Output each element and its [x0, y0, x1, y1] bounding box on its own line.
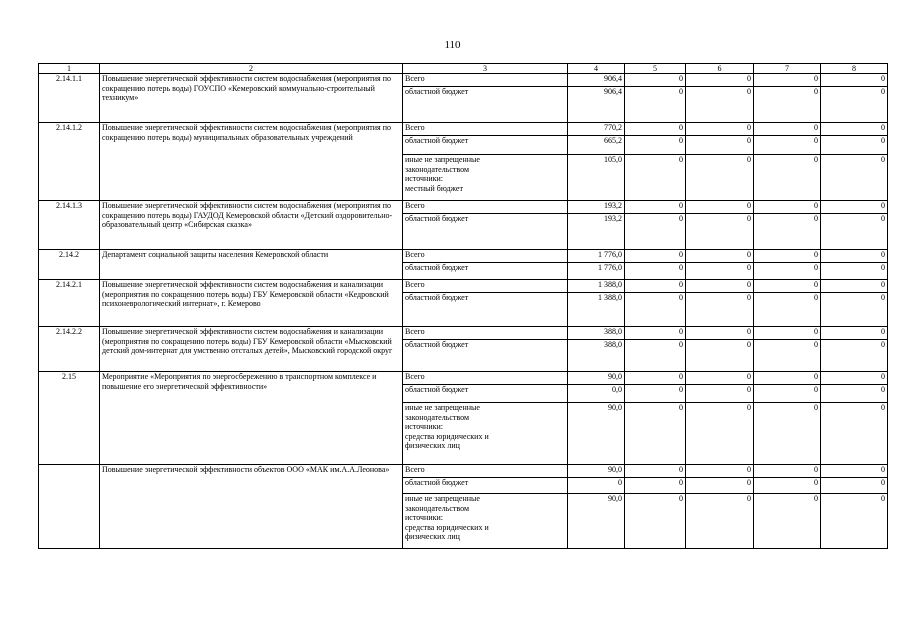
- funding-source: областной бюджет: [403, 340, 568, 372]
- entry-code: 2.14.2.2: [39, 327, 100, 372]
- amount-cell: 0: [754, 385, 821, 403]
- table-row: [39, 372, 888, 385]
- amount-cell: 105,0: [568, 155, 625, 201]
- table-row: [39, 201, 888, 214]
- funding-source-line: источники:: [405, 513, 443, 522]
- amount-cell: 0: [754, 123, 821, 136]
- amount-cell: 0: [625, 201, 686, 214]
- amount-cell: 0: [686, 372, 754, 385]
- amount-cell: 0: [821, 327, 888, 340]
- amount-cell: 0: [625, 403, 686, 465]
- column-number-row: [39, 64, 888, 74]
- amount-cell: 0: [625, 263, 686, 280]
- amount-cell: 0: [821, 201, 888, 214]
- entry-code: 2.14.1.1: [39, 74, 100, 123]
- amount-cell: 0: [754, 340, 821, 372]
- funding-source-line: средства юридических и: [405, 431, 489, 441]
- amount-cell: 0: [821, 494, 888, 549]
- amount-cell: 0: [625, 327, 686, 340]
- funding-source: Всего: [403, 280, 568, 293]
- funding-source: областной бюджет: [403, 263, 568, 280]
- amount-cell: 0: [821, 250, 888, 263]
- funding-source: Всего: [403, 250, 568, 263]
- funding-source-line: законодательством: [405, 164, 470, 174]
- amount-cell: 0: [686, 403, 754, 465]
- entry-name: Мероприятие «Мероприятия по энергосбережению в транспортном комплексе и повышение его энергетической эффективности»: [100, 372, 403, 465]
- funding-source: областной бюджет: [403, 385, 568, 403]
- column-number: 1: [39, 64, 100, 74]
- amount-cell: 0: [754, 250, 821, 263]
- amount-cell: 0: [625, 280, 686, 293]
- amount-cell: 0: [821, 263, 888, 280]
- amount-cell: 0: [625, 478, 686, 494]
- amount-cell: 90,0: [568, 494, 625, 549]
- amount-cell: 0: [568, 478, 625, 494]
- funding-source-line: источники:: [405, 174, 443, 183]
- funding-source: Всего: [403, 327, 568, 340]
- amount-cell: 0: [686, 327, 754, 340]
- page-number: 110: [444, 39, 461, 51]
- amount-cell: 0: [686, 280, 754, 293]
- entry-code: 2.14.1.2: [39, 123, 100, 201]
- amount-cell: 0,0: [568, 385, 625, 403]
- amount-cell: 0: [821, 478, 888, 494]
- funding-source: Всего: [403, 74, 568, 87]
- amount-cell: 0: [686, 74, 754, 87]
- amount-cell: 0: [754, 293, 821, 327]
- amount-cell: 0: [686, 250, 754, 263]
- amount-cell: 0: [686, 87, 754, 123]
- entry-code: 2.15: [39, 372, 100, 465]
- amount-cell: 1 388,0: [568, 280, 625, 293]
- amount-cell: 0: [754, 478, 821, 494]
- funding-source: [403, 155, 568, 201]
- funding-source: областной бюджет: [403, 478, 568, 494]
- entry-code: 2.14.2: [39, 250, 100, 280]
- amount-cell: 0: [686, 293, 754, 327]
- entry-code: 2.14.2.1: [39, 280, 100, 327]
- amount-cell: 0: [754, 201, 821, 214]
- amount-cell: 0: [754, 280, 821, 293]
- column-number: 8: [821, 64, 888, 74]
- amount-cell: 0: [625, 293, 686, 327]
- funding-source: [403, 403, 568, 465]
- funding-source-line: иные не запрещенные: [405, 403, 480, 412]
- amount-cell: 906,4: [568, 87, 625, 123]
- amount-cell: 0: [754, 136, 821, 155]
- amount-cell: 0: [686, 494, 754, 549]
- amount-cell: 770,2: [568, 123, 625, 136]
- entry-code: 2.14.1.3: [39, 201, 100, 250]
- amount-cell: 0: [625, 465, 686, 478]
- amount-cell: 388,0: [568, 327, 625, 340]
- amount-cell: 90,0: [568, 465, 625, 478]
- table-row: [39, 280, 888, 293]
- funding-source-line: законодательством: [405, 503, 470, 513]
- funding-source-line: иные не запрещенные: [405, 155, 480, 164]
- column-number: 4: [568, 64, 625, 74]
- funding-source-line: физических лиц: [405, 441, 460, 450]
- table-row: [39, 123, 888, 136]
- amount-cell: 193,2: [568, 201, 625, 214]
- amount-cell: 0: [625, 494, 686, 549]
- amount-cell: 0: [625, 74, 686, 87]
- amount-cell: 1 776,0: [568, 250, 625, 263]
- amount-cell: 0: [754, 74, 821, 87]
- amount-cell: 0: [754, 494, 821, 549]
- amount-cell: 0: [754, 155, 821, 201]
- amount-cell: 0: [625, 214, 686, 250]
- amount-cell: 193,2: [568, 214, 625, 250]
- column-number: 7: [754, 64, 821, 74]
- entry-name: Повышение энергетической эффективности систем водоснабжения (мероприятия по сокращению потерь воды) ГАУДОД Кемеровской области «Детский оздоровительно-образовательный центр «Сибирская сказка»: [100, 201, 403, 250]
- funding-source: Всего: [403, 123, 568, 136]
- amount-cell: 0: [754, 403, 821, 465]
- amount-cell: 0: [686, 136, 754, 155]
- table-row: [39, 327, 888, 340]
- amount-cell: 0: [686, 214, 754, 250]
- entry-code: [39, 465, 100, 549]
- amount-cell: 0: [754, 327, 821, 340]
- amount-cell: 0: [821, 340, 888, 372]
- funding-source: Всего: [403, 372, 568, 385]
- funding-source: областной бюджет: [403, 293, 568, 327]
- amount-cell: 0: [821, 403, 888, 465]
- amount-cell: 0: [821, 74, 888, 87]
- funding-source-line: физических лиц: [405, 532, 460, 541]
- column-number: 6: [686, 64, 754, 74]
- amount-cell: 0: [821, 123, 888, 136]
- entry-name: Департамент социальной защиты населения Кемеровской области: [100, 250, 403, 280]
- funding-source-line: иные не запрещенные: [405, 494, 480, 503]
- amount-cell: 0: [625, 123, 686, 136]
- amount-cell: 90,0: [568, 403, 625, 465]
- funding-source: областной бюджет: [403, 136, 568, 155]
- program-budget-table: [38, 63, 888, 549]
- entry-name: Повышение энергетической эффективности систем водоснабжения (мероприятия по сокращению потерь воды) муниципальных образовательных учреждений: [100, 123, 403, 201]
- amount-cell: 0: [625, 372, 686, 385]
- column-number: 3: [403, 64, 568, 74]
- funding-source: Всего: [403, 201, 568, 214]
- amount-cell: 0: [686, 123, 754, 136]
- amount-cell: 0: [754, 214, 821, 250]
- amount-cell: 0: [821, 214, 888, 250]
- amount-cell: 0: [754, 87, 821, 123]
- amount-cell: 1 776,0: [568, 263, 625, 280]
- amount-cell: 0: [686, 385, 754, 403]
- amount-cell: 0: [625, 340, 686, 372]
- amount-cell: 0: [625, 136, 686, 155]
- amount-cell: 0: [625, 385, 686, 403]
- table-row: [39, 250, 888, 263]
- entry-name: Повышение энергетической эффективности систем водоснабжения и канализации (мероприятия по сокращению потерь воды) ГБУ Кемеровской области «Мысковский детский дом-интернат для умственно отсталых детей», Мысковский городской округ: [100, 327, 403, 372]
- funding-source-line: местный бюджет: [405, 183, 463, 193]
- amount-cell: 0: [625, 155, 686, 201]
- funding-source: областной бюджет: [403, 214, 568, 250]
- amount-cell: 0: [821, 87, 888, 123]
- amount-cell: 0: [686, 201, 754, 214]
- funding-source: областной бюджет: [403, 87, 568, 123]
- table-row: [39, 74, 888, 87]
- funding-source: [403, 494, 568, 549]
- funding-source-line: законодательством: [405, 412, 470, 422]
- amount-cell: 0: [754, 372, 821, 385]
- amount-cell: 0: [625, 250, 686, 263]
- amount-cell: 1 388,0: [568, 293, 625, 327]
- amount-cell: 388,0: [568, 340, 625, 372]
- funding-source-line: источники:: [405, 422, 443, 431]
- amount-cell: 0: [686, 478, 754, 494]
- funding-source-line: средства юридических и: [405, 522, 489, 532]
- amount-cell: 0: [754, 465, 821, 478]
- amount-cell: 90,0: [568, 372, 625, 385]
- amount-cell: 0: [686, 155, 754, 201]
- amount-cell: 0: [821, 385, 888, 403]
- amount-cell: 0: [821, 136, 888, 155]
- amount-cell: 0: [625, 87, 686, 123]
- amount-cell: 0: [686, 465, 754, 478]
- entry-name: Повышение энергетической эффективности систем водоснабжения и канализации (мероприятия по сокращению потерь воды) ГБУ Кемеровской области «Кедровский психоневрологический интернат», г. Кемерово: [100, 280, 403, 327]
- column-number: 5: [625, 64, 686, 74]
- amount-cell: 0: [686, 263, 754, 280]
- amount-cell: 0: [821, 372, 888, 385]
- amount-cell: 906,4: [568, 74, 625, 87]
- column-number: 2: [100, 64, 403, 74]
- funding-source: Всего: [403, 465, 568, 478]
- entry-name: Повышение энергетической эффективности объектов ООО «МАК им.А.А.Леонова»: [100, 465, 403, 549]
- amount-cell: 665,2: [568, 136, 625, 155]
- table-row: [39, 465, 888, 478]
- amount-cell: 0: [754, 263, 821, 280]
- amount-cell: 0: [821, 155, 888, 201]
- entry-name: Повышение энергетической эффективности систем водоснабжения (мероприятия по сокращению потерь воды) ГОУСПО «Кемеровский коммунально-строительный техникум»: [100, 74, 403, 123]
- amount-cell: 0: [821, 280, 888, 293]
- amount-cell: 0: [686, 340, 754, 372]
- amount-cell: 0: [821, 293, 888, 327]
- amount-cell: 0: [821, 465, 888, 478]
